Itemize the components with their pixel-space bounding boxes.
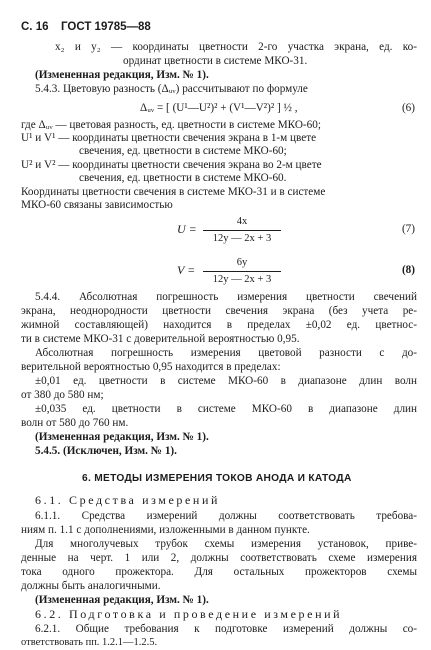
text-line: волн от 580 до 760 нм. [21,417,129,429]
equation-7-fraction [203,215,281,246]
text-line: от 380 до 580 нм; [21,389,104,401]
clause-5-4-3: 5.4.3. Цветовую разность (Δᵤᵥ) рассчитывают по формуле [35,83,308,95]
equation-8-numerator: 6y [203,256,281,272]
subsection-title: 6.2. Подготовка и проведение измерений [35,607,343,621]
subsection-title: 6.1. Средства измерений [35,493,220,507]
text-line: денные на черт. 1 или 2, должны соответствовать схеме измерения [21,552,417,564]
text-line: ±0,035 ед. цветности в системе МКО-60 в диапазоне длин [35,403,417,415]
equation-8-lhs: V = [177,263,196,277]
amendment-note: (Измененная редакция, Изм. № 1). [35,69,209,81]
definition-line: свечения, ед. цветности в системе МКО-60; [79,145,287,157]
page-number: С. 16 [21,21,49,33]
text-line: ниям п. 1.1 с дополнениями, изложенными в данном пункте. [21,524,310,536]
text-line: верительной вероятностью 0,95 находится в пределах: [21,361,281,373]
amendment-note: (Измененная редакция, Изм. № 1). [35,431,209,443]
clause-6-2-1: 6.2.1. Общие требования к подготовке измерений должны со- [35,623,417,635]
equation-number-8: (8) [401,264,415,276]
equation-7-lhs: U = [177,222,197,236]
equation-7-numerator: 4x [203,215,281,231]
amendment-note: (Измененная редакция, Изм. № 1). [35,594,209,606]
definition-line: свечения, ед. цветности в системе МКО-60. [79,172,287,184]
equation-7-denominator: 12y — 2x + 3 [212,233,272,245]
formula-6: Δᵤᵥ = [ (U¹—U²)² + (V¹—V²)² ] ½ , [140,102,298,114]
clause-6-1-1: 6.1.1. Средства измерений должны соответствовать требова- [35,510,417,522]
text-line: МКО-60 связаны зависимостью [21,199,173,211]
equation-8-denominator: 12y — 2x + 3 [212,274,272,286]
text-line: Абсолютная погрешность измерения цветовой разности с до- [35,347,417,359]
text-line: тока одного прожектора. Для остальных прожекторов схемы [21,566,417,578]
text-line: ординат цветности в системе МКО-31. [123,55,308,67]
text-line: Для многолучевых трубок схемы измерения установок, приве- [35,538,417,550]
equation-number-6: (6) [401,102,415,114]
equation-8-fraction [203,256,281,287]
clause-5-4-4: 5.4.4. Абсолютная погрешность измерения цветности свечений [35,291,417,303]
text-line: Координаты цветности свечения в системе МКО-31 и в системе [21,186,326,198]
equation-number-7: (7) [401,223,415,235]
standard-code: ГОСТ 19785—88 [61,21,151,33]
definition-line: U¹ и V¹ — координаты цветности свечения экрана в 1-м цвете [21,132,317,144]
section-heading: 6. МЕТОДЫ ИЗМЕРЕНИЯ ТОКОВ АНОДА И КАТОДА [82,473,352,484]
definition-line: где Δᵤᵥ — цветовая разность, ед. цветности в системе МКО-60; [21,119,321,131]
text-line: x₂ и y₂ — координаты цветности 2-го участка экрана, ед. ко- [55,41,417,53]
text-line: должны быть аналогичными. [21,580,161,592]
text-line: ответствовать пп. 1.2.1—1.2.5. [21,637,158,648]
text-line: ±0,01 ед. цветности в системе МКО-60 в диапазоне длин волн [35,375,417,387]
clause-5-4-5: 5.4.5. (Исключен, Изм. № 1). [35,445,177,457]
text-line: ти в системе МКО-31 с доверительной вероятностью 0,95. [21,333,300,345]
definition-line: U² и V² — координаты цветности свечения экрана во 2-м цвете [21,159,322,171]
text-line: жимной составляющей) находится в пределах ±0,02 ед. цветнос- [21,319,417,331]
text-line: экрана, неоднородности цветности свечения экрана (без учета ре- [21,305,417,317]
